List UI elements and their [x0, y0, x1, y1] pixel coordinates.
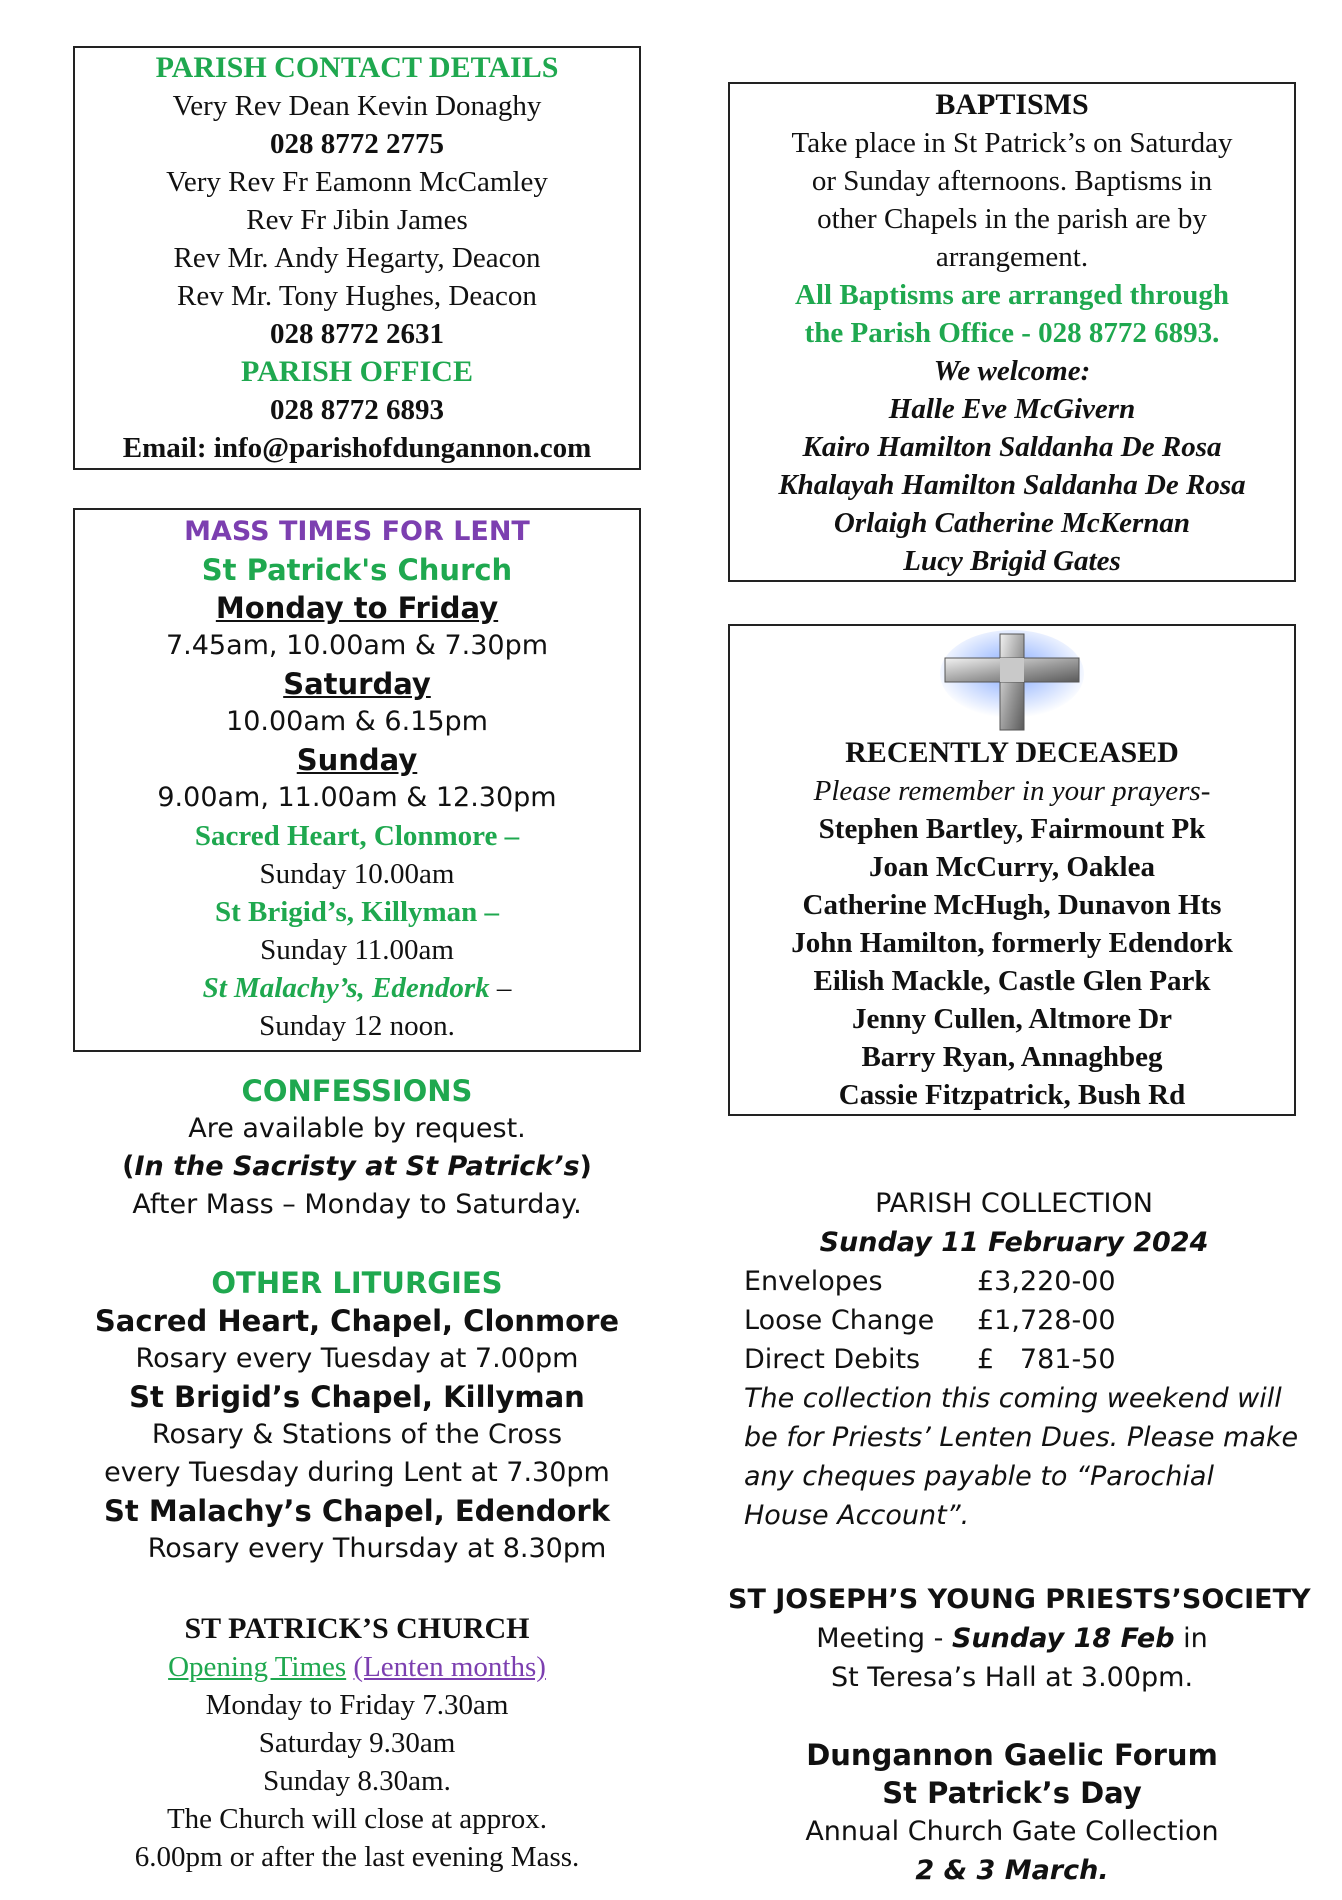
liturgies-section — [73, 1264, 641, 1568]
collection-label: Loose Change — [744, 1305, 935, 1336]
meeting-date: Sunday 18 Feb — [951, 1623, 1175, 1654]
st-malachy-dash: – — [489, 972, 512, 1004]
welcome-label: We welcome: — [933, 355, 1091, 387]
open-paren: ( — [122, 1151, 135, 1182]
deceased-name: Cassie Fitzpatrick, Bush Rd — [838, 1079, 1186, 1111]
dean-phone: 028 8772 2775 — [270, 128, 444, 160]
priest-name: Rev Fr Jibin James — [246, 204, 468, 236]
society-meeting — [728, 1619, 1296, 1658]
contact-box — [73, 46, 641, 470]
gaelic-line: Annual Church Gate Collection — [805, 1816, 1219, 1847]
sacred-heart-label: Sacred Heart, Clonmore – — [194, 820, 520, 852]
deacon-name: Rev Mr. Tony Hughes, Deacon — [177, 280, 537, 312]
liturgies-title: OTHER LITURGIES — [211, 1266, 503, 1300]
deacon-name: Rev Mr. Andy Hegarty, Deacon — [173, 242, 541, 274]
confessions-title: CONFESSIONS — [241, 1074, 473, 1108]
meeting-label: Meeting - — [816, 1623, 952, 1654]
closing-note: 6.00pm or after the last evening Mass. — [134, 1841, 580, 1873]
sacred-heart-time: Sunday 10.00am — [259, 858, 455, 890]
deceased-name: Catherine McHugh, Dunavon Hts — [802, 889, 1222, 921]
gaelic-subtitle: St Patrick’s Day — [882, 1776, 1142, 1810]
opening-sunday: Sunday 8.30am. — [263, 1765, 451, 1797]
st-brigid-chapel: St Brigid’s Chapel, Killyman — [129, 1380, 585, 1414]
opening-times-section — [73, 1610, 641, 1876]
opening-times-link[interactable]: Opening Times — [168, 1651, 347, 1683]
collection-row — [744, 1340, 1304, 1379]
confessions-line2 — [73, 1148, 641, 1186]
st-brigid-detail: every Tuesday during Lent at 7.30pm — [104, 1457, 610, 1488]
baptism-name: Halle Eve McGivern — [888, 393, 1136, 425]
st-brigid-time: Sunday 11.00am — [260, 934, 454, 966]
cross-icon — [730, 630, 1294, 734]
collection-amount: £ 781-50 — [977, 1344, 1116, 1375]
confessions-section — [73, 1072, 641, 1224]
st-malachy-label: St Malachy’s, Edendork — [202, 972, 490, 1004]
church-name: St Patrick's Church — [201, 553, 513, 587]
collection-note: any cheques payable to “Parochial — [744, 1461, 1214, 1492]
office-phone: 028 8772 6893 — [270, 394, 444, 426]
collection-row — [744, 1262, 1304, 1301]
weekday-label: Monday to Friday — [215, 591, 499, 625]
deceased-name: Barry Ryan, Annaghbeg — [861, 1041, 1163, 1073]
deceased-name: John Hamilton, formerly Edendork — [791, 927, 1233, 959]
saturday-times: 10.00am & 6.15pm — [226, 706, 488, 737]
collection-note: be for Priests’ Lenten Dues. Please make — [744, 1422, 1299, 1453]
baptisms-office-note: the Parish Office - 028 8772 6893. — [804, 317, 1220, 349]
sacred-heart-detail: Rosary every Tuesday at 7.00pm — [135, 1343, 579, 1374]
email-address[interactable]: Email: info@parishofdungannon.com — [122, 432, 592, 464]
collection-amount: £1,728-00 — [977, 1305, 1116, 1336]
st-malachy-detail: Rosary every Thursday at 8.30pm — [147, 1533, 607, 1564]
baptism-name: Khalayah Hamilton Saldanha De Rosa — [778, 469, 1246, 501]
close-paren: ) — [579, 1151, 592, 1182]
collection-label: Direct Debits — [744, 1344, 921, 1375]
collection-section — [744, 1184, 1304, 1535]
opening-subtitle — [73, 1648, 641, 1686]
gaelic-date: 2 & 3 March. — [915, 1855, 1109, 1886]
st-brigid-detail: Rosary & Stations of the Cross — [151, 1419, 563, 1450]
st-brigid-label: St Brigid’s, Killyman – — [214, 896, 500, 928]
sacred-heart-chapel: Sacred Heart, Chapel, Clonmore — [94, 1304, 620, 1338]
collection-amount: £3,220-00 — [977, 1266, 1116, 1297]
lenten-months-link[interactable]: (Lenten months) — [353, 1651, 546, 1683]
meeting-in: in — [1174, 1623, 1208, 1654]
baptisms-title: BAPTISMS — [935, 88, 1089, 121]
weekday-times: 7.45am, 10.00am & 7.30pm — [165, 630, 549, 661]
baptisms-box — [728, 82, 1296, 582]
baptisms-line: other Chapels in the parish are by — [817, 203, 1207, 235]
opening-weekdays: Monday to Friday 7.30am — [205, 1689, 509, 1721]
office-title: PARISH OFFICE — [241, 355, 473, 388]
baptisms-line: arrangement. — [935, 241, 1089, 273]
baptism-name: Kairo Hamilton Saldanha De Rosa — [802, 431, 1222, 463]
contact-title: PARISH CONTACT DETAILS — [155, 51, 559, 84]
society-section — [728, 1580, 1311, 1697]
baptisms-office-note: All Baptisms are arranged through — [795, 279, 1229, 311]
collection-note: House Account”. — [744, 1500, 970, 1531]
baptisms-line: Take place in St Patrick’s on Saturday — [791, 127, 1233, 159]
clergy-phone: 028 8772 2631 — [270, 318, 444, 350]
deceased-intro: Please remember in your prayers- — [813, 775, 1211, 807]
confessions-line1: Are available by request. — [188, 1113, 526, 1144]
collection-label: Envelopes — [744, 1266, 883, 1297]
mass-title: MASS TIMES FOR LENT — [184, 516, 530, 547]
sunday-times: 9.00am, 11.00am & 12.30pm — [157, 782, 557, 813]
opening-title: ST PATRICK’S CHURCH — [184, 1612, 530, 1645]
priest-name: Very Rev Fr Eamonn McCamley — [166, 166, 548, 198]
closing-note: The Church will close at approx. — [166, 1803, 548, 1835]
society-location: St Teresa’s Hall at 3.00pm. — [830, 1662, 1194, 1693]
sacristy-note: In the Sacristy at St Patrick’s — [134, 1151, 580, 1182]
baptisms-line: or Sunday afternoons. Baptisms in — [811, 165, 1213, 197]
st-malachy-line — [75, 969, 639, 1007]
society-title: ST JOSEPH’S YOUNG PRIESTS’SOCIETY — [728, 1584, 1311, 1615]
deceased-name: Eilish Mackle, Castle Glen Park — [813, 965, 1211, 997]
confessions-line3: After Mass – Monday to Saturday. — [132, 1189, 582, 1220]
deceased-box — [728, 624, 1296, 1116]
dean-name: Very Rev Dean Kevin Donaghy — [172, 90, 542, 122]
saturday-label: Saturday — [283, 667, 431, 701]
gaelic-title: Dungannon Gaelic Forum — [806, 1738, 1218, 1772]
deceased-title: RECENTLY DECEASED — [845, 736, 1179, 769]
collection-title: PARISH COLLECTION — [875, 1188, 1153, 1219]
baptism-name: Lucy Brigid Gates — [903, 545, 1121, 577]
deceased-name: Joan McCurry, Oaklea — [869, 851, 1155, 883]
sunday-label: Sunday — [296, 743, 418, 777]
baptism-name: Orlaigh Catherine McKernan — [833, 507, 1191, 539]
st-malachy-time: Sunday 12 noon. — [259, 1010, 455, 1042]
deceased-name: Stephen Bartley, Fairmount Pk — [818, 813, 1206, 845]
gaelic-section — [728, 1736, 1296, 1890]
mass-times-box — [73, 508, 641, 1052]
collection-date: Sunday 11 February 2024 — [819, 1227, 1209, 1258]
st-malachy-chapel: St Malachy’s Chapel, Edendork — [103, 1494, 611, 1528]
opening-saturday: Saturday 9.30am — [258, 1727, 456, 1759]
collection-row — [744, 1301, 1304, 1340]
collection-note: The collection this coming weekend will — [744, 1383, 1282, 1414]
deceased-name: Jenny Cullen, Altmore Dr — [851, 1003, 1173, 1035]
